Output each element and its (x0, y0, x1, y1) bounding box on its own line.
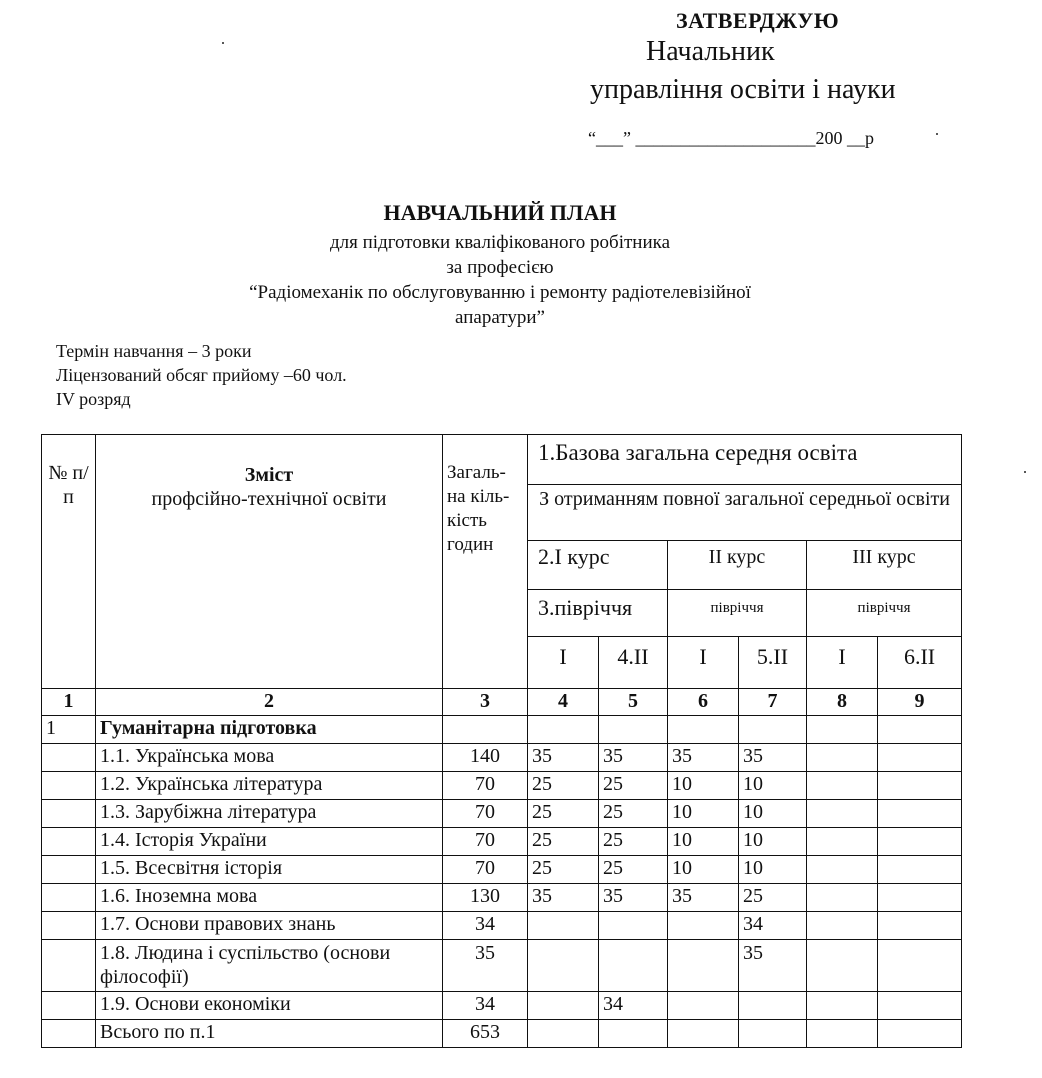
hours-cell: 35 (739, 744, 807, 772)
header-sem-2-2: 5.ІІ (739, 637, 807, 689)
table-row (42, 884, 962, 912)
scan-speck (936, 133, 938, 135)
hours-cell: 10 (739, 828, 807, 856)
header-with-full-education: З отриманням повної загальної середньої освіти (528, 485, 962, 541)
subject-total: 70 (443, 828, 528, 856)
hours-cell (878, 828, 962, 856)
approval-title: ЗАТВЕРДЖУЮ (676, 8, 840, 33)
hours-cell (878, 912, 962, 940)
subject-total: 70 (443, 772, 528, 800)
header-semester-2: півріччя (668, 590, 807, 637)
hours-cell (528, 912, 599, 940)
plan-subtitle-2: за професією (446, 257, 554, 278)
header-content-sub: профсійно-технічної освіти (151, 488, 387, 510)
hours-cell: 25 (599, 772, 668, 800)
hours-cell (807, 800, 878, 828)
header-semester-1: 3.півріччя (528, 590, 668, 637)
table-row (42, 940, 962, 992)
hours-cell: 10 (739, 772, 807, 800)
subject-total: 70 (443, 856, 528, 884)
hours-cell: 25 (528, 772, 599, 800)
header-content (96, 435, 443, 689)
subject-total: 70 (443, 800, 528, 828)
hours-cell: 25 (739, 884, 807, 912)
hours-cell: 10 (668, 772, 739, 800)
column-number: 7 (739, 689, 807, 716)
hours-cell: 35 (668, 884, 739, 912)
header-total-line3: кість (447, 510, 487, 531)
subject-name: 1.7. Основи правових знань (96, 912, 443, 940)
hours-cell: 34 (739, 912, 807, 940)
approval-organization: управління освіти і науки (590, 74, 896, 105)
total-hours: 653 (443, 1020, 528, 1048)
subject-total: 34 (443, 912, 528, 940)
qualification-grade: IV розряд (56, 389, 131, 409)
hours-cell: 35 (739, 940, 807, 992)
hours-cell: 25 (599, 856, 668, 884)
subject-name: 1.2. Українська література (96, 772, 443, 800)
plan-title: НАВЧАЛЬНИЙ ПЛАН (383, 200, 617, 225)
header-total-line4: годин (447, 534, 494, 555)
curriculum-table (41, 434, 962, 1048)
hours-cell (599, 940, 668, 992)
column-number: 5 (599, 689, 668, 716)
column-number-row (42, 689, 962, 716)
hours-cell (528, 940, 599, 992)
total-row (42, 1020, 962, 1048)
hours-cell: 25 (528, 856, 599, 884)
column-number: 6 (668, 689, 739, 716)
hours-cell (878, 744, 962, 772)
table-row (42, 800, 962, 828)
table-row (42, 772, 962, 800)
scan-speck (1024, 471, 1026, 473)
hours-cell (807, 992, 878, 1020)
hours-cell: 25 (599, 828, 668, 856)
header-total-line1: Загаль- (447, 462, 506, 483)
subject-total: 130 (443, 884, 528, 912)
header-total-hours (443, 435, 528, 689)
header-sem-3-2: 6.ІІ (878, 637, 962, 689)
hours-cell (668, 992, 739, 1020)
header-sem-3-1: І (807, 637, 878, 689)
hours-cell: 10 (668, 856, 739, 884)
table-row (42, 828, 962, 856)
hours-cell (807, 744, 878, 772)
hours-cell (878, 772, 962, 800)
hours-cell (807, 856, 878, 884)
admission-capacity: Ліцензований обсяг прийому –60 чол. (56, 365, 347, 385)
section-row (42, 716, 962, 744)
hours-cell (878, 884, 962, 912)
hours-cell (807, 772, 878, 800)
header-sem-1-1: І (528, 637, 599, 689)
header-base-education: 1.Базова загальна середня освіта (528, 435, 962, 485)
hours-cell: 10 (739, 800, 807, 828)
header-sem-2-1: І (668, 637, 739, 689)
subject-total: 34 (443, 992, 528, 1020)
subject-name: 1.1. Українська мова (96, 744, 443, 772)
table-row (42, 912, 962, 940)
hours-cell: 25 (528, 828, 599, 856)
hours-cell: 35 (599, 744, 668, 772)
hours-cell: 35 (528, 884, 599, 912)
table-row (42, 992, 962, 1020)
header-course-2: ІІ курс (668, 541, 807, 590)
hours-cell (807, 884, 878, 912)
column-number: 4 (528, 689, 599, 716)
column-number: 9 (878, 689, 962, 716)
total-label: Всього по п.1 (96, 1020, 443, 1048)
subject-name: 1.3. Зарубіжна література (96, 800, 443, 828)
header-course-3: ІІІ курс (807, 541, 962, 590)
plan-profession-2: апаратури” (455, 307, 545, 328)
hours-cell: 34 (599, 992, 668, 1020)
hours-cell (528, 992, 599, 1020)
hours-cell: 10 (668, 800, 739, 828)
subject-name: 1.5. Всесвітня історія (96, 856, 443, 884)
hours-cell (807, 940, 878, 992)
hours-cell: 35 (668, 744, 739, 772)
subject-name: 1.6. Іноземна мова (96, 884, 443, 912)
approval-role: Начальник (646, 36, 775, 67)
hours-cell (878, 992, 962, 1020)
column-number: 1 (42, 689, 96, 716)
hours-cell (739, 992, 807, 1020)
header-semester-3: півріччя (807, 590, 962, 637)
header-sem-1-2: 4.ІІ (599, 637, 668, 689)
section-num: 1 (42, 716, 96, 744)
subject-name: 1.9. Основи економіки (96, 992, 443, 1020)
plan-subtitle-1: для підготовки кваліфікованого робітника (329, 232, 670, 253)
study-term: Термін навчання – 3 роки (56, 341, 252, 361)
header-content-title: Зміст (244, 464, 294, 486)
hours-cell (878, 856, 962, 884)
plan-title-block (0, 200, 1000, 330)
approval-date-line: “___” ____________________200 __р (588, 128, 874, 148)
header-course-1: 2.І курс (528, 541, 668, 590)
hours-cell (807, 912, 878, 940)
scan-speck (222, 42, 224, 44)
hours-cell (668, 912, 739, 940)
table-row (42, 744, 962, 772)
hours-cell: 10 (668, 828, 739, 856)
table-row (42, 856, 962, 884)
section-title: Гуманітарна підготовка (96, 716, 443, 744)
header-num: № п/п (42, 435, 96, 689)
hours-cell: 25 (599, 800, 668, 828)
hours-cell (878, 940, 962, 992)
plan-profession-1: “Радіомеханік по обслуговуванню і ремонту радіотелевізійної (249, 282, 751, 303)
subject-name: 1.4. Історія України (96, 828, 443, 856)
hours-cell: 10 (739, 856, 807, 884)
hours-cell (668, 940, 739, 992)
hours-cell (599, 912, 668, 940)
column-number: 3 (443, 689, 528, 716)
subject-name: 1.8. Людина і суспільство (основи філософії) (96, 940, 443, 992)
hours-cell (878, 800, 962, 828)
header-total-line2: на кіль- (447, 486, 510, 507)
hours-cell: 25 (528, 800, 599, 828)
hours-cell (807, 828, 878, 856)
column-number: 2 (96, 689, 443, 716)
column-number: 8 (807, 689, 878, 716)
subject-total: 35 (443, 940, 528, 992)
hours-cell: 35 (599, 884, 668, 912)
subject-total: 140 (443, 744, 528, 772)
hours-cell: 35 (528, 744, 599, 772)
